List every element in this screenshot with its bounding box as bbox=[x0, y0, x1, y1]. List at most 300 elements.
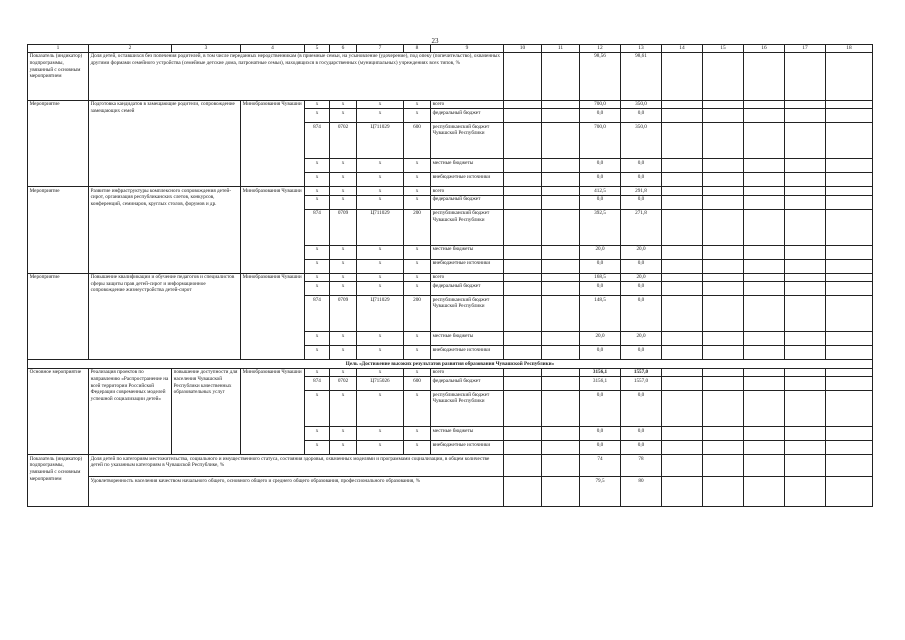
funding-source: федеральный бюджет bbox=[431, 282, 504, 296]
column-number: 11 bbox=[542, 45, 580, 53]
empty-cell bbox=[542, 245, 580, 259]
empty-cell bbox=[703, 455, 744, 477]
budget-code-expense-type: x bbox=[404, 187, 431, 195]
empty-cell bbox=[662, 159, 703, 173]
empty-cell bbox=[542, 100, 580, 108]
empty-cell bbox=[785, 441, 826, 455]
empty-cell bbox=[785, 332, 826, 346]
budget-code-expense-type: 200 bbox=[404, 209, 431, 245]
empty-cell bbox=[826, 173, 873, 187]
budget-code-admin: x bbox=[305, 346, 330, 360]
empty-cell bbox=[744, 441, 785, 455]
empty-cell bbox=[504, 427, 542, 441]
empty-cell bbox=[703, 282, 744, 296]
budget-code-expense-type: x bbox=[404, 245, 431, 259]
column-number: 4 bbox=[241, 45, 305, 53]
budget-code-target: x bbox=[357, 346, 404, 360]
empty-cell bbox=[542, 332, 580, 346]
activity-executor: Минобразования Чувашии bbox=[241, 100, 305, 186]
amount-col-13: 0,0 bbox=[621, 441, 662, 455]
empty-cell bbox=[826, 245, 873, 259]
empty-cell bbox=[504, 346, 542, 360]
budget-code-target: x bbox=[357, 245, 404, 259]
amount-col-12: 0,0 bbox=[580, 391, 621, 427]
column-number: 6 bbox=[330, 45, 357, 53]
empty-cell bbox=[744, 109, 785, 123]
budget-code-target: x bbox=[357, 259, 404, 273]
budget-code-section: x bbox=[330, 109, 357, 123]
empty-cell bbox=[542, 282, 580, 296]
empty-cell bbox=[826, 346, 873, 360]
funding-source: местные бюджеты bbox=[431, 332, 504, 346]
amount-col-12: 0,0 bbox=[580, 173, 621, 187]
empty-cell bbox=[785, 173, 826, 187]
empty-cell bbox=[826, 477, 873, 507]
empty-cell bbox=[542, 209, 580, 245]
column-number: 18 bbox=[826, 45, 873, 53]
budget-code-target: x bbox=[357, 159, 404, 173]
empty-cell bbox=[662, 282, 703, 296]
empty-cell bbox=[662, 332, 703, 346]
column-number: 7 bbox=[357, 45, 404, 53]
empty-cell bbox=[703, 441, 744, 455]
budget-code-admin: x bbox=[305, 259, 330, 273]
empty-cell bbox=[504, 391, 542, 427]
empty-cell bbox=[542, 346, 580, 360]
empty-cell bbox=[826, 391, 873, 427]
budget-code-expense-type: 600 bbox=[404, 377, 431, 391]
empty-cell bbox=[703, 391, 744, 427]
empty-cell bbox=[826, 282, 873, 296]
budget-code-section: x bbox=[330, 441, 357, 455]
budget-code-target: x bbox=[357, 100, 404, 108]
column-number: 1 bbox=[28, 45, 89, 53]
budget-code-expense-type: x bbox=[404, 195, 431, 209]
amount-col-12: 148,5 bbox=[580, 296, 621, 332]
budget-code-expense-type: x bbox=[404, 273, 431, 281]
empty-cell bbox=[744, 391, 785, 427]
empty-cell bbox=[662, 173, 703, 187]
empty-cell bbox=[504, 455, 542, 477]
amount-col-13: 0,0 bbox=[621, 427, 662, 441]
column-number: 13 bbox=[621, 45, 662, 53]
empty-cell bbox=[785, 455, 826, 477]
empty-cell bbox=[785, 282, 826, 296]
amount-col-13: 0,0 bbox=[621, 259, 662, 273]
empty-cell bbox=[504, 52, 542, 100]
amount-col-13: 0,0 bbox=[621, 173, 662, 187]
budget-code-admin: x bbox=[305, 195, 330, 209]
table-row bbox=[28, 273, 873, 281]
funding-source: местные бюджеты bbox=[431, 245, 504, 259]
amount-col-12: 3156,1 bbox=[580, 377, 621, 391]
budget-code-target: x bbox=[357, 109, 404, 123]
empty-cell bbox=[703, 52, 744, 100]
empty-cell bbox=[744, 187, 785, 195]
empty-cell bbox=[785, 187, 826, 195]
table-row bbox=[28, 187, 873, 195]
empty-cell bbox=[826, 296, 873, 332]
empty-cell bbox=[703, 159, 744, 173]
empty-cell bbox=[703, 296, 744, 332]
amount-col-13: 20,0 bbox=[621, 273, 662, 281]
page-number: 23 bbox=[431, 37, 439, 45]
empty-cell bbox=[662, 427, 703, 441]
indicator-label: Показатель (индикатор) подпрограммы, увязанный с основным мероприятием bbox=[28, 52, 89, 100]
budget-code-section: 0702 bbox=[330, 123, 357, 159]
empty-cell bbox=[785, 195, 826, 209]
funding-source: всего bbox=[431, 369, 504, 377]
amount-col-13: 271,8 bbox=[621, 209, 662, 245]
empty-cell bbox=[744, 332, 785, 346]
empty-cell bbox=[703, 332, 744, 346]
empty-cell bbox=[785, 391, 826, 427]
empty-cell bbox=[504, 332, 542, 346]
empty-cell bbox=[662, 455, 703, 477]
funding-source: республиканский бюджет Чувашской Республики bbox=[431, 209, 504, 245]
budget-code-admin: x bbox=[305, 391, 330, 427]
empty-cell bbox=[542, 273, 580, 281]
amount-col-13: 20,0 bbox=[621, 245, 662, 259]
empty-cell bbox=[542, 296, 580, 332]
budget-code-admin: x bbox=[305, 369, 330, 377]
empty-cell bbox=[785, 123, 826, 159]
amount-col-12: 0,0 bbox=[580, 441, 621, 455]
empty-cell bbox=[785, 259, 826, 273]
amount-col-13: 291,8 bbox=[621, 187, 662, 195]
budget-code-target: Ц711029 bbox=[357, 123, 404, 159]
empty-cell bbox=[744, 369, 785, 377]
budget-code-expense-type: x bbox=[404, 159, 431, 173]
empty-cell bbox=[703, 173, 744, 187]
empty-cell bbox=[662, 52, 703, 100]
indicator-row bbox=[28, 455, 873, 477]
amount-col-12: 0,0 bbox=[580, 282, 621, 296]
empty-cell bbox=[744, 100, 785, 108]
activity-title: Повышение квалификации и обучение педагогов и специалистов сферы защиты прав детей-сирот и информационное сопровождение жизнеустройства детей-сирот bbox=[89, 273, 241, 359]
budget-code-target: Ц715026 bbox=[357, 377, 404, 391]
empty-cell bbox=[542, 195, 580, 209]
amount-col-13: 20,0 bbox=[621, 332, 662, 346]
empty-cell bbox=[504, 477, 542, 507]
amount-col-12: 700,0 bbox=[580, 100, 621, 108]
budget-code-target: Ц711029 bbox=[357, 209, 404, 245]
empty-cell bbox=[826, 455, 873, 477]
amount-col-13: 0,0 bbox=[621, 282, 662, 296]
funding-source: внебюджетные источники bbox=[431, 346, 504, 360]
empty-cell bbox=[826, 369, 873, 377]
empty-cell bbox=[826, 52, 873, 100]
budget-code-admin: x bbox=[305, 109, 330, 123]
budget-code-section: x bbox=[330, 259, 357, 273]
budget-code-expense-type: x bbox=[404, 391, 431, 427]
budget-code-expense-type: x bbox=[404, 441, 431, 455]
empty-cell bbox=[785, 209, 826, 245]
empty-cell bbox=[826, 377, 873, 391]
budget-code-target: x bbox=[357, 391, 404, 427]
amount-col-13: 0,0 bbox=[621, 195, 662, 209]
empty-cell bbox=[542, 369, 580, 377]
budget-code-admin: 874 bbox=[305, 296, 330, 332]
empty-cell bbox=[504, 377, 542, 391]
funding-source: внебюджетные источники bbox=[431, 441, 504, 455]
empty-cell bbox=[785, 100, 826, 108]
empty-cell bbox=[826, 259, 873, 273]
budget-code-target: x bbox=[357, 173, 404, 187]
funding-source: федеральный бюджет bbox=[431, 109, 504, 123]
amount-col-12: 20,0 bbox=[580, 245, 621, 259]
empty-cell bbox=[504, 100, 542, 108]
activity-executor: Минобразования Чувашии bbox=[241, 273, 305, 359]
empty-cell bbox=[662, 441, 703, 455]
budget-code-section: x bbox=[330, 245, 357, 259]
empty-cell bbox=[785, 477, 826, 507]
empty-cell bbox=[785, 346, 826, 360]
empty-cell bbox=[826, 123, 873, 159]
indicator-value-12: 98,56 bbox=[580, 52, 621, 100]
empty-cell bbox=[504, 273, 542, 281]
budget-code-target: x bbox=[357, 195, 404, 209]
empty-cell bbox=[504, 159, 542, 173]
funding-source: местные бюджеты bbox=[431, 159, 504, 173]
activity-title: Реализация проектов по направлению «Распространение на всей территории Российской Федерации современных моделей успешной социализации детей» bbox=[89, 369, 172, 455]
column-number: 16 bbox=[744, 45, 785, 53]
budget-code-section: x bbox=[330, 273, 357, 281]
empty-cell bbox=[785, 245, 826, 259]
budget-code-section: x bbox=[330, 159, 357, 173]
funding-source: федеральный бюджет bbox=[431, 195, 504, 209]
budget-code-target: x bbox=[357, 273, 404, 281]
budget-code-section: x bbox=[330, 187, 357, 195]
budget-code-target: x bbox=[357, 187, 404, 195]
empty-cell bbox=[744, 259, 785, 273]
column-number: 3 bbox=[172, 45, 241, 53]
column-number: 14 bbox=[662, 45, 703, 53]
amount-col-13: 0,0 bbox=[621, 296, 662, 332]
budget-code-target: x bbox=[357, 332, 404, 346]
empty-cell bbox=[542, 477, 580, 507]
empty-cell bbox=[662, 209, 703, 245]
empty-cell bbox=[504, 123, 542, 159]
column-number: 17 bbox=[785, 45, 826, 53]
budget-code-expense-type: x bbox=[404, 259, 431, 273]
budget-code-expense-type: x bbox=[404, 100, 431, 108]
budget-code-admin: x bbox=[305, 332, 330, 346]
amount-col-12: 412,5 bbox=[580, 187, 621, 195]
empty-cell bbox=[703, 109, 744, 123]
amount-col-13: 0,0 bbox=[621, 109, 662, 123]
amount-col-12: 0,0 bbox=[580, 427, 621, 441]
empty-cell bbox=[662, 259, 703, 273]
empty-cell bbox=[785, 159, 826, 173]
empty-cell bbox=[826, 441, 873, 455]
empty-cell bbox=[826, 187, 873, 195]
column-number: 2 bbox=[89, 45, 172, 53]
empty-cell bbox=[703, 477, 744, 507]
table-row bbox=[28, 369, 873, 377]
activity-goal: повышение доступности для населения Чувашской Республики качественных образовательных услуг bbox=[172, 369, 241, 455]
empty-cell bbox=[504, 195, 542, 209]
empty-cell bbox=[826, 427, 873, 441]
empty-cell bbox=[662, 377, 703, 391]
indicator-value-12: 74 bbox=[580, 455, 621, 477]
empty-cell bbox=[542, 441, 580, 455]
budget-code-section: x bbox=[330, 346, 357, 360]
empty-cell bbox=[744, 123, 785, 159]
empty-cell bbox=[703, 346, 744, 360]
budget-code-admin: x bbox=[305, 427, 330, 441]
amount-col-12: 392,5 bbox=[580, 209, 621, 245]
indicator-value-12: 79,5 bbox=[580, 477, 621, 507]
amount-col-13: 0,0 bbox=[621, 391, 662, 427]
empty-cell bbox=[662, 296, 703, 332]
amount-col-13: 350,0 bbox=[621, 123, 662, 159]
column-number-row bbox=[28, 45, 873, 53]
empty-cell bbox=[785, 427, 826, 441]
budget-code-section: x bbox=[330, 427, 357, 441]
empty-cell bbox=[744, 209, 785, 245]
empty-cell bbox=[542, 159, 580, 173]
amount-col-13: 1557,0 bbox=[621, 369, 662, 377]
empty-cell bbox=[542, 173, 580, 187]
budget-code-expense-type: 600 bbox=[404, 123, 431, 159]
funding-source: республиканский бюджет Чувашской Республики bbox=[431, 296, 504, 332]
empty-cell bbox=[542, 427, 580, 441]
empty-cell bbox=[703, 427, 744, 441]
empty-cell bbox=[542, 52, 580, 100]
empty-cell bbox=[504, 109, 542, 123]
empty-cell bbox=[542, 391, 580, 427]
activity-executor: Минобразования Чувашии bbox=[241, 369, 305, 455]
empty-cell bbox=[542, 109, 580, 123]
budget-code-admin: x bbox=[305, 159, 330, 173]
budget-code-section: x bbox=[330, 100, 357, 108]
activity-type: Мероприятие bbox=[28, 273, 89, 359]
budget-code-section: x bbox=[330, 173, 357, 187]
budget-code-expense-type: x bbox=[404, 346, 431, 360]
empty-cell bbox=[785, 109, 826, 123]
empty-cell bbox=[703, 259, 744, 273]
budget-code-section: x bbox=[330, 332, 357, 346]
empty-cell bbox=[504, 259, 542, 273]
empty-cell bbox=[703, 245, 744, 259]
budget-code-target: x bbox=[357, 427, 404, 441]
empty-cell bbox=[542, 123, 580, 159]
empty-cell bbox=[744, 173, 785, 187]
budget-code-admin: x bbox=[305, 173, 330, 187]
budget-code-target: Ц711029 bbox=[357, 296, 404, 332]
column-number: 9 bbox=[431, 45, 504, 53]
amount-col-13: 0,0 bbox=[621, 159, 662, 173]
empty-cell bbox=[744, 346, 785, 360]
amount-col-12: 20,0 bbox=[580, 332, 621, 346]
funding-source: всего bbox=[431, 100, 504, 108]
funding-source: внебюджетные источники bbox=[431, 259, 504, 273]
funding-source: всего bbox=[431, 187, 504, 195]
indicator-label: Показатель (индикатор) подпрограммы, увязанный с основным мероприятием bbox=[28, 455, 89, 507]
goal-title: Цель «Достижение высоких результатов развития образования Чувашской Республики» bbox=[28, 360, 873, 369]
column-number: 12 bbox=[580, 45, 621, 53]
budget-code-expense-type: x bbox=[404, 173, 431, 187]
empty-cell bbox=[826, 195, 873, 209]
activity-type: Мероприятие bbox=[28, 100, 89, 186]
empty-cell bbox=[504, 441, 542, 455]
funding-source: республиканский бюджет Чувашской Республики bbox=[431, 123, 504, 159]
empty-cell bbox=[504, 187, 542, 195]
budget-code-section: 0702 bbox=[330, 377, 357, 391]
empty-cell bbox=[744, 377, 785, 391]
empty-cell bbox=[744, 195, 785, 209]
budget-code-admin: x bbox=[305, 441, 330, 455]
empty-cell bbox=[744, 52, 785, 100]
empty-cell bbox=[662, 195, 703, 209]
activity-title: Развитие инфраструктуры комплексного сопровождения детей-сирот, организация республиканских слетов, конкурсов, конференций, семинаров, круглых столов, форумов и др. bbox=[89, 187, 241, 273]
empty-cell bbox=[662, 123, 703, 159]
empty-cell bbox=[744, 455, 785, 477]
empty-cell bbox=[703, 377, 744, 391]
empty-cell bbox=[826, 209, 873, 245]
empty-cell bbox=[662, 369, 703, 377]
budget-code-admin: x bbox=[305, 100, 330, 108]
empty-cell bbox=[504, 173, 542, 187]
amount-col-12: 0,0 bbox=[580, 109, 621, 123]
budget-code-section: 0709 bbox=[330, 209, 357, 245]
empty-cell bbox=[826, 109, 873, 123]
indicator-text: Удовлетворенность населения качеством начального общего, основного общего и среднего общего образования, профессионального образования, % bbox=[89, 477, 504, 507]
budget-code-section: x bbox=[330, 195, 357, 209]
budget-code-expense-type: 200 bbox=[404, 296, 431, 332]
budget-code-admin: 874 bbox=[305, 377, 330, 391]
empty-cell bbox=[744, 427, 785, 441]
budget-code-target: x bbox=[357, 441, 404, 455]
empty-cell bbox=[662, 273, 703, 281]
activity-type: Мероприятие bbox=[28, 187, 89, 273]
empty-cell bbox=[744, 159, 785, 173]
empty-cell bbox=[785, 52, 826, 100]
empty-cell bbox=[504, 209, 542, 245]
budget-code-expense-type: x bbox=[404, 332, 431, 346]
empty-cell bbox=[703, 195, 744, 209]
indicator-value-13: 78 bbox=[621, 455, 662, 477]
empty-cell bbox=[785, 296, 826, 332]
empty-cell bbox=[703, 187, 744, 195]
amount-col-13: 1557,0 bbox=[621, 377, 662, 391]
budget-code-section: x bbox=[330, 282, 357, 296]
empty-cell bbox=[662, 100, 703, 108]
funding-source: федеральный бюджет bbox=[431, 377, 504, 391]
empty-cell bbox=[826, 100, 873, 108]
goal-row bbox=[28, 360, 873, 369]
amount-col-12: 0,0 bbox=[580, 346, 621, 360]
budget-code-expense-type: x bbox=[404, 427, 431, 441]
budget-code-section: x bbox=[330, 391, 357, 427]
empty-cell bbox=[703, 369, 744, 377]
budget-code-admin: 874 bbox=[305, 123, 330, 159]
empty-cell bbox=[703, 123, 744, 159]
budget-table bbox=[27, 44, 873, 507]
empty-cell bbox=[504, 245, 542, 259]
indicator-row bbox=[28, 52, 873, 100]
budget-code-expense-type: x bbox=[404, 369, 431, 377]
empty-cell bbox=[744, 477, 785, 507]
budget-code-expense-type: x bbox=[404, 109, 431, 123]
indicator-text: Доля детей по категориям местожительства, социального и имущественного статуса, состояния здоровья, охваченных моделями и программами социализации, в общем количестве детей по указанным категориям в Чувашской Республике, % bbox=[89, 455, 504, 477]
budget-code-expense-type: x bbox=[404, 282, 431, 296]
budget-code-section: x bbox=[330, 369, 357, 377]
empty-cell bbox=[744, 273, 785, 281]
empty-cell bbox=[542, 377, 580, 391]
empty-cell bbox=[785, 369, 826, 377]
